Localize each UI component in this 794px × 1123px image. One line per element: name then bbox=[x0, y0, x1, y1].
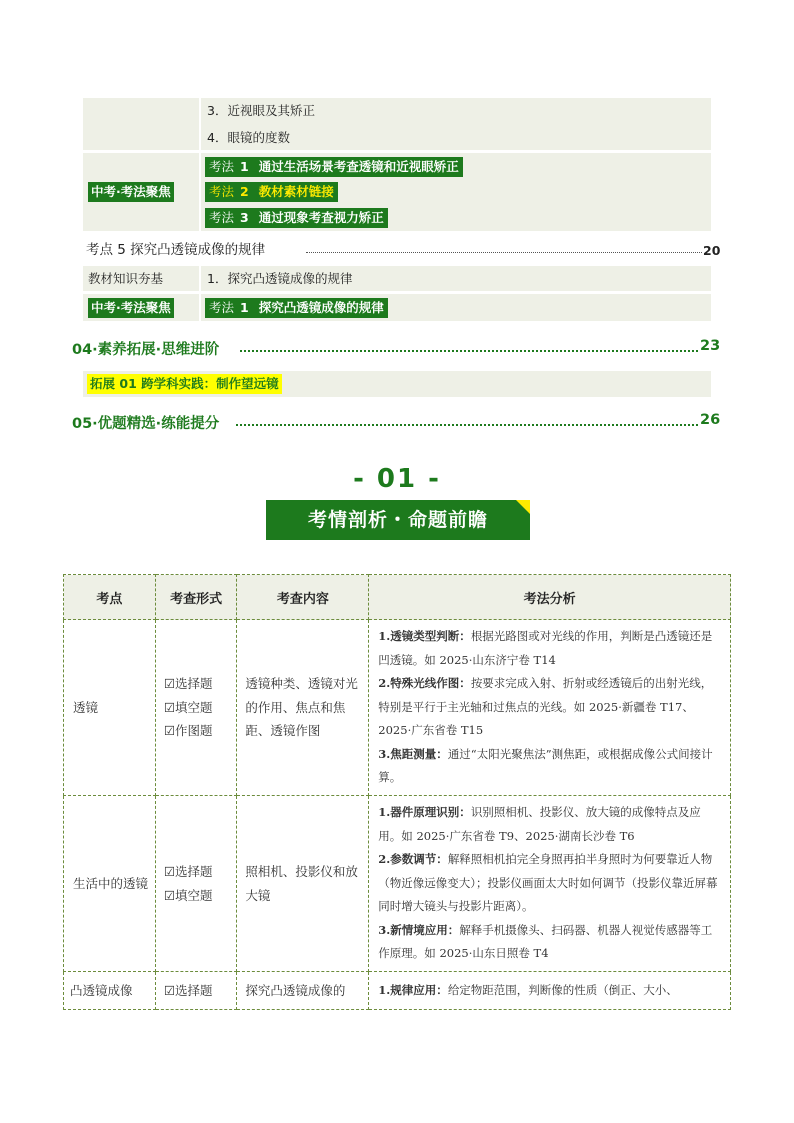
toc-sec04-leader bbox=[240, 350, 698, 352]
col-header-form: 考查形式 bbox=[155, 575, 237, 620]
banner-corner bbox=[516, 500, 530, 514]
analysis-text: 给定物距范围，判断像的性质（倒正、大小、 bbox=[447, 982, 678, 997]
toc-sec05-leader bbox=[236, 424, 698, 426]
table-row bbox=[64, 972, 731, 1010]
toc-sec04-page[interactable]: 23 bbox=[700, 338, 721, 354]
cell-analysis bbox=[369, 620, 731, 796]
analysis-text: 按要求完成入射、折射或经透镜后的出射光线，特别是平行于主光轴和过焦点的光线。如 2025·新疆卷 T17、2025·广东省卷 T15 bbox=[378, 676, 713, 738]
section-title: 考情剖析・命题前瞻 bbox=[307, 509, 488, 531]
toc-sec05-page[interactable]: 26 bbox=[700, 412, 721, 428]
col-header-content: 考查内容 bbox=[237, 575, 369, 620]
cell-analysis bbox=[369, 796, 731, 972]
toc-row-left-cell bbox=[83, 98, 201, 150]
analysis-text: 识别照相机、投影仪、放大镜的成像特点及应用。如 2025·广东省卷 T9、2025·湖南长沙卷 T6 bbox=[378, 805, 701, 843]
toc-point5-leader bbox=[306, 252, 702, 253]
analysis-text: 通过“太阳光聚焦法”测焦距，或根据成像公式间接计算。 bbox=[378, 746, 713, 785]
focus2-item-1[interactable] bbox=[205, 298, 388, 318]
cell-forms bbox=[155, 972, 237, 1010]
form-item: ☑选择题 bbox=[163, 864, 213, 879]
form-item: ☑选择题 bbox=[163, 676, 213, 692]
focus-item-label: 考法 bbox=[205, 182, 238, 202]
focus-item-text: 探究凸透镜成像的规律 bbox=[255, 298, 388, 318]
toc-point5-page[interactable]: 20 bbox=[703, 243, 721, 258]
toc-item-31[interactable]: 3．近视眼及其矫正 bbox=[207, 103, 315, 118]
toc-base-bg bbox=[83, 266, 711, 291]
table-header-row bbox=[64, 575, 731, 620]
analysis-key: 2.特殊光线作图： bbox=[378, 676, 471, 691]
cell-point: 凸透镜成像 bbox=[64, 972, 156, 1010]
cell-content: 探究凸透镜成像的 bbox=[237, 972, 369, 1010]
analysis-text: 根据光路图或对光线的作用，判断是凸透镜还是凹透镜。如 2025·山东济宁卷 T14 bbox=[378, 629, 713, 667]
toc-focus-divider bbox=[199, 153, 201, 231]
analysis-text: 解释照相机拍完全身照再拍半身照时为何要靠近人物（物近像远像变大）；投影仪画面太大时如何调节（投影仪靠近屏幕同时增大镜头与投影片距离）。 bbox=[378, 852, 718, 914]
focus-item-num: 1 bbox=[238, 298, 255, 318]
cell-point: 透镜 bbox=[64, 620, 156, 796]
section-number: - 01 - bbox=[353, 464, 441, 494]
toc-item-32[interactable]: 4．眼镜的度数 bbox=[207, 130, 290, 145]
form-item: ☑填空题 bbox=[163, 887, 213, 903]
exam-analysis-table bbox=[63, 574, 731, 1010]
analysis-text: 解释手机摄像头、扫码器、机器人视觉传感器等工作原理。如 2025·山东日照卷 T4 bbox=[378, 922, 713, 961]
toc-sec04-title[interactable]: 04·素养拓展·思维进阶 bbox=[72, 342, 220, 358]
cell-forms bbox=[155, 796, 237, 972]
base-item[interactable]: 1．探究凸透镜成像的规律 bbox=[207, 271, 353, 286]
analysis-key: 3.新情境应用： bbox=[378, 922, 460, 937]
cell-analysis bbox=[369, 972, 731, 1010]
focus-item-3[interactable] bbox=[205, 208, 388, 228]
focus-item-label: 考法 bbox=[205, 298, 238, 318]
focus-item-text: 通过生活场景考查透镜和近视眼矫正 bbox=[255, 157, 463, 177]
cell-content: 透镜种类、透镜对光的作用、焦点和焦距、透镜作图 bbox=[237, 620, 369, 796]
form-item: ☑作图题 bbox=[163, 723, 213, 739]
ext-label: 拓展 bbox=[90, 376, 116, 391]
ext-text: 跨学科实践：制作望远镜 bbox=[141, 376, 279, 391]
analysis-key: 1.透镜类型判断： bbox=[378, 629, 471, 644]
ext-num: 01 bbox=[119, 376, 137, 391]
focus-item-num: 3 bbox=[238, 208, 255, 228]
focus-label[interactable]: 中考·考法聚焦 bbox=[88, 182, 174, 202]
base-label: 教材知识夯基 bbox=[88, 271, 164, 286]
focus-item-1[interactable] bbox=[205, 157, 463, 177]
ext-tag[interactable] bbox=[87, 374, 282, 394]
toc-sec05-title[interactable]: 05·优题精选·练能提分 bbox=[72, 416, 220, 432]
analysis-key: 2.参数调节： bbox=[378, 852, 448, 867]
toc-base-divider bbox=[199, 266, 201, 291]
analysis-key: 1.规律应用： bbox=[378, 982, 448, 997]
focus-item-text: 通过现象考查视力矫正 bbox=[255, 208, 388, 228]
toc-focus2-divider bbox=[199, 294, 201, 321]
focus-item-label: 考法 bbox=[205, 208, 238, 228]
toc-focus2-bg bbox=[83, 294, 711, 321]
form-item: ☑填空题 bbox=[163, 699, 213, 715]
cell-content: 照相机、投影仪和放大镜 bbox=[237, 796, 369, 972]
analysis-key: 3.焦距测量： bbox=[378, 746, 448, 761]
table-row bbox=[64, 620, 731, 796]
table-row bbox=[64, 796, 731, 972]
col-header-point: 考点 bbox=[64, 575, 156, 620]
cell-point: 生活中的透镜 bbox=[64, 796, 156, 972]
cell-forms bbox=[155, 620, 237, 796]
focus-item-num: 1 bbox=[238, 157, 255, 177]
analysis-key: 1.器件原理识别： bbox=[378, 805, 471, 820]
focus-item-text: 教材素材链接 bbox=[255, 182, 338, 202]
toc-point5-title[interactable]: 考点 5 探究凸透镜成像的规律 bbox=[86, 242, 266, 258]
form-item: ☑选择题 bbox=[163, 982, 213, 998]
focus-item-label: 考法 bbox=[205, 157, 238, 177]
focus-item-num: 2 bbox=[238, 182, 255, 202]
focus-item-2[interactable] bbox=[205, 182, 338, 202]
col-header-analysis: 考法分析 bbox=[369, 575, 731, 620]
section-banner bbox=[266, 500, 530, 540]
focus-label-2[interactable]: 中考·考法聚焦 bbox=[88, 298, 174, 318]
